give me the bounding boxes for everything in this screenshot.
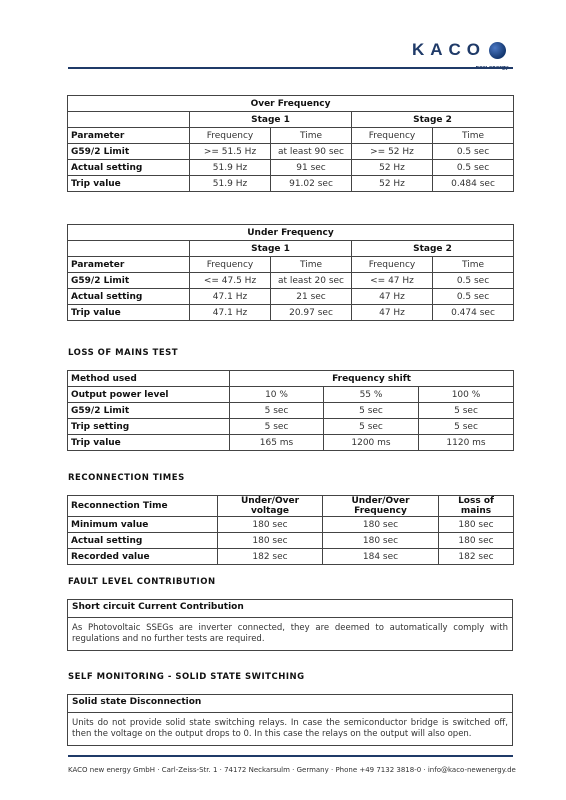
table-row (68, 176, 514, 192)
table-row (68, 387, 514, 403)
over-frequency-table (67, 95, 514, 192)
fault-level-box-heading: Short circuit Current Contribution (68, 600, 512, 618)
table-row (68, 305, 514, 321)
table-cell: 180 sec (439, 533, 514, 549)
column-header: Loss of mains (439, 496, 514, 517)
table-row (68, 419, 514, 435)
table-title: Over Frequency (68, 96, 514, 112)
table-cell: Time (433, 128, 514, 144)
stage-1-header: Stage 1 (190, 112, 352, 128)
fault-level-heading: FAULT LEVEL CONTRIBUTION (68, 577, 216, 587)
table-cell: 10 % (230, 387, 324, 403)
stage-2-header: Stage 2 (352, 112, 514, 128)
table-cell: at least 20 sec (271, 273, 352, 289)
under-frequency-table (67, 224, 514, 321)
row-label: Trip setting (68, 419, 230, 435)
table-cell: <= 47.5 Hz (190, 273, 271, 289)
table-cell: 52 Hz (352, 160, 433, 176)
table-row (68, 517, 514, 533)
table-cell (68, 112, 190, 128)
table-cell: 91 sec (271, 160, 352, 176)
table-cell: 5 sec (419, 419, 514, 435)
row-label: Output power level (68, 387, 230, 403)
row-label: Trip value (68, 305, 190, 321)
table-cell: 180 sec (323, 517, 439, 533)
fault-level-box (67, 599, 513, 651)
table-row (68, 549, 514, 565)
self-monitoring-box (67, 694, 513, 746)
table-cell: 0.5 sec (433, 289, 514, 305)
table-cell: 5 sec (230, 403, 324, 419)
table-cell: >= 52 Hz (352, 144, 433, 160)
table-row (68, 403, 514, 419)
row-label: G59/2 Limit (68, 273, 190, 289)
table-row (68, 289, 514, 305)
table-cell: 5 sec (419, 403, 514, 419)
table-cell: 182 sec (218, 549, 323, 565)
table-cell: 165 ms (230, 435, 324, 451)
table-cell: 1200 ms (324, 435, 419, 451)
logo-sphere-icon (489, 42, 506, 59)
table-cell: 5 sec (324, 419, 419, 435)
table-cell: 5 sec (230, 419, 324, 435)
table-cell: 21 sec (271, 289, 352, 305)
row-label: Minimum value (68, 517, 218, 533)
row-label: Recorded value (68, 549, 218, 565)
table-cell: 182 sec (439, 549, 514, 565)
row-label: Method used (68, 371, 230, 387)
table-cell: >= 51.5 Hz (190, 144, 271, 160)
table-cell: Time (433, 257, 514, 273)
table-cell: 180 sec (323, 533, 439, 549)
table-cell: 52 Hz (352, 176, 433, 192)
self-monitoring-text: Units do not provide solid state switching relays. In case the semiconductor bridge is switched off, then the voltage on the output drops to 0. In this case the relays on the output will also open. (72, 718, 508, 739)
table-cell: 47 Hz (352, 305, 433, 321)
table-row (68, 257, 514, 273)
fault-level-text: As Photovoltaic SSEGs are inverter connected, they are deemed to automatically comply with regulations and no further tests are required. (72, 623, 508, 644)
table-row (68, 435, 514, 451)
logo-text: KACO (411, 40, 486, 59)
table-cell (68, 241, 190, 257)
table-cell: 0.5 sec (433, 160, 514, 176)
stage-1-header: Stage 1 (190, 241, 352, 257)
table-cell: 47.1 Hz (190, 289, 271, 305)
table-cell: 0.5 sec (433, 144, 514, 160)
table-cell: 5 sec (324, 403, 419, 419)
reconnection-table (67, 495, 514, 565)
table-cell: 180 sec (218, 533, 323, 549)
table-row (68, 533, 514, 549)
method-value: Frequency shift (230, 371, 514, 387)
loss-of-mains-heading: LOSS OF MAINS TEST (68, 348, 179, 358)
column-header: Under/Over Frequency (323, 496, 439, 517)
table-cell: 184 sec (323, 549, 439, 565)
row-label: Actual setting (68, 160, 190, 176)
stage-2-header: Stage 2 (352, 241, 514, 257)
kaco-logo (412, 40, 506, 60)
table-cell: <= 47 Hz (352, 273, 433, 289)
page-header (0, 0, 566, 75)
table-cell: Frequency (190, 257, 271, 273)
table-cell: 0.5 sec (433, 273, 514, 289)
row-label: Trip value (68, 435, 230, 451)
table-cell: Frequency (352, 128, 433, 144)
footer-rule (68, 755, 513, 757)
table-title: Under Frequency (68, 225, 514, 241)
loss-of-mains-table (67, 370, 514, 451)
row-label: G59/2 Limit (68, 403, 230, 419)
header-rule (68, 67, 513, 69)
reconnection-heading: RECONNECTION TIMES (68, 473, 185, 483)
table-cell: 1120 ms (419, 435, 514, 451)
table-row (68, 144, 514, 160)
table-cell: 47.1 Hz (190, 305, 271, 321)
table-row (68, 128, 514, 144)
table-row (68, 273, 514, 289)
table-cell: Time (271, 257, 352, 273)
table-cell: 100 % (419, 387, 514, 403)
row-label: Actual setting (68, 289, 190, 305)
table-cell: Frequency (352, 257, 433, 273)
row-label: Trip value (68, 176, 190, 192)
self-monitoring-heading: SELF MONITORING - SOLID STATE SWITCHING (68, 672, 305, 682)
table-cell: at least 90 sec (271, 144, 352, 160)
table-cell: 0.474 sec (433, 305, 514, 321)
table-cell: 180 sec (218, 517, 323, 533)
table-cell: 51.9 Hz (190, 160, 271, 176)
row-label: G59/2 Limit (68, 144, 190, 160)
column-header: Reconnection Time (68, 496, 218, 517)
row-label: Parameter (68, 128, 190, 144)
table-cell: 47 Hz (352, 289, 433, 305)
table-cell: 51.9 Hz (190, 176, 271, 192)
table-cell: 20.97 sec (271, 305, 352, 321)
page-footer: KACO new energy GmbH · Carl-Zeiss-Str. 1 · 74172 Neckarsulm · Germany · Phone +49 7132 3818-0 · info@kaco-newenergy.de (68, 766, 516, 774)
table-cell: Frequency (190, 128, 271, 144)
table-cell: 91.02 sec (271, 176, 352, 192)
table-cell: 180 sec (439, 517, 514, 533)
table-cell: 0.484 sec (433, 176, 514, 192)
table-cell: Time (271, 128, 352, 144)
table-row (68, 160, 514, 176)
column-header: Under/Over voltage (218, 496, 323, 517)
row-label: Actual setting (68, 533, 218, 549)
table-cell: 55 % (324, 387, 419, 403)
row-label: Parameter (68, 257, 190, 273)
self-monitoring-box-heading: Solid state Disconnection (68, 695, 512, 713)
